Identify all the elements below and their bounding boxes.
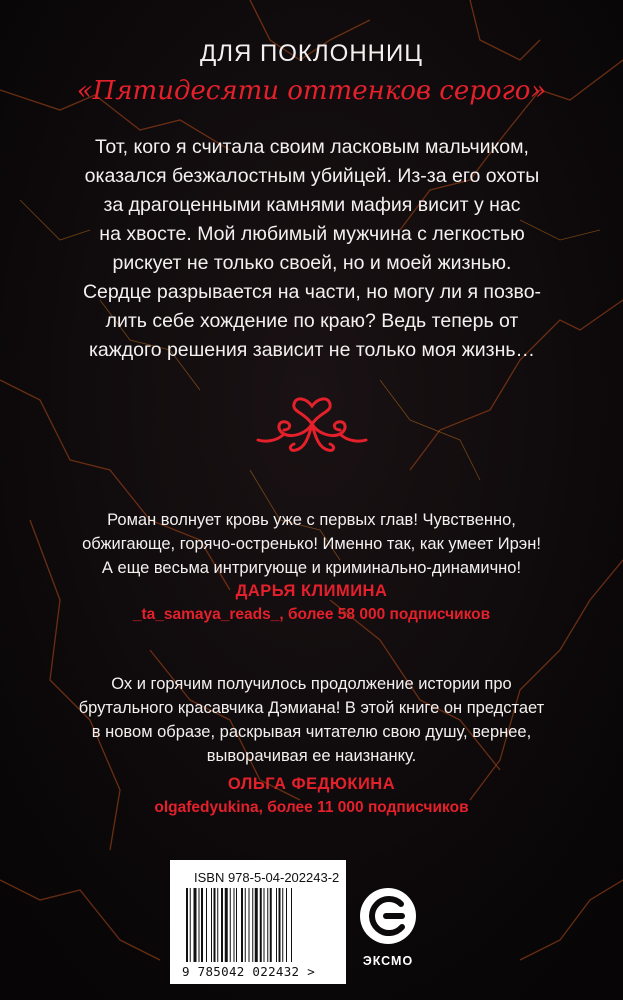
barcode-bar bbox=[194, 888, 197, 962]
review-text bbox=[40, 672, 583, 768]
review-line: Роман волнует кровь уже с первых глав! Чувственно, bbox=[107, 511, 516, 529]
review-author-handle: _ta_samaya_reads_, более 58 000 подписчиков bbox=[132, 606, 491, 623]
review-line: Ох и горячим получилось продолжение истории про bbox=[111, 675, 512, 693]
fifty-shades-tagline: «Пятидесяти оттенков серого» bbox=[76, 76, 547, 106]
barcode-bar bbox=[236, 888, 237, 962]
barcode-bar bbox=[201, 888, 203, 962]
barcode-bar bbox=[211, 888, 212, 962]
barcode-digits: 9 785042 022432 > bbox=[182, 964, 316, 979]
barcode-bar bbox=[270, 888, 272, 962]
blurb-line: лить себе хождение по краю? Ведь теперь от bbox=[105, 310, 519, 332]
blurb-line: Сердце разрывается на части, но могу ли я позво- bbox=[82, 281, 542, 303]
review-author: ДАРЬЯ КЛИМИНА bbox=[235, 582, 388, 600]
barcode-bar bbox=[286, 888, 287, 962]
barcode-bar bbox=[282, 888, 283, 962]
blurb-line: на хвосте. Мой любимый мужчина с легкостью bbox=[99, 223, 525, 245]
barcode-bar bbox=[199, 888, 200, 962]
review-text bbox=[40, 508, 583, 580]
review-line: А еще весьма интригующе и криминально-динамично! bbox=[101, 559, 522, 577]
review-line: брутального красавчика Дэмиана! В этой книге он предстает bbox=[78, 699, 545, 717]
isbn-text: ISBN 978-5-04-202243-2 bbox=[194, 870, 340, 885]
barcode-bar bbox=[225, 888, 228, 962]
barcode-bar bbox=[276, 888, 277, 962]
review-author-handle: olgafedyukina, более 11 000 подписчиков bbox=[154, 799, 469, 816]
barcode-bar bbox=[214, 888, 216, 962]
barcode-bar bbox=[249, 888, 250, 962]
barcode-bar bbox=[221, 888, 223, 962]
blurb-line: оказался безжалостным убийцей. Из-за его охоты bbox=[84, 165, 540, 187]
review-author: ОЛЬГА ФЕДЮКИНА bbox=[227, 775, 396, 793]
barcode-bar bbox=[255, 888, 258, 962]
barcode-bar bbox=[260, 888, 262, 962]
review-line: обжигающе, горячо-остренько! Именно так, как умеет Ирэн! bbox=[82, 535, 541, 553]
barcode-bar bbox=[186, 888, 188, 962]
blurb-line: каждого решения зависит не только моя жизнь… bbox=[88, 339, 536, 361]
barcode-bars bbox=[184, 888, 332, 962]
review-line: в новом образе, раскрывая читателю свою душу, вернее, bbox=[91, 723, 532, 741]
book-blurb bbox=[52, 133, 572, 365]
publisher-name: ЭКСМО bbox=[362, 954, 414, 968]
barcode-bar bbox=[252, 888, 253, 962]
barcode-bar bbox=[206, 888, 207, 962]
barcode-bar bbox=[234, 888, 235, 962]
blurb-line: за драгоценными камнями мафия висит у нас bbox=[103, 194, 521, 216]
for-fans-heading: ДЛЯ ПОКЛОННИЦ bbox=[200, 40, 423, 67]
barcode-bar bbox=[241, 888, 243, 962]
barcode-bar bbox=[279, 888, 281, 962]
barcode-bar bbox=[264, 888, 265, 962]
eksmo-logo-icon bbox=[358, 886, 418, 946]
barcode-bar bbox=[245, 888, 246, 962]
blurb-line: Тот, кого я считала своим ласковым мальчиком, bbox=[95, 136, 529, 158]
barcode-bar bbox=[190, 888, 191, 962]
barcode-bar bbox=[217, 888, 218, 962]
review-line: выворачивая ее наизнанку. bbox=[206, 747, 417, 765]
barcode-bar bbox=[230, 888, 231, 962]
heart-swirl-ornament-icon bbox=[256, 390, 368, 470]
barcode-bar bbox=[267, 888, 268, 962]
blurb-line: рискует не только своей, но и моей жизнью. bbox=[112, 252, 512, 274]
barcode-label bbox=[170, 860, 346, 984]
barcode-bar bbox=[291, 888, 292, 962]
